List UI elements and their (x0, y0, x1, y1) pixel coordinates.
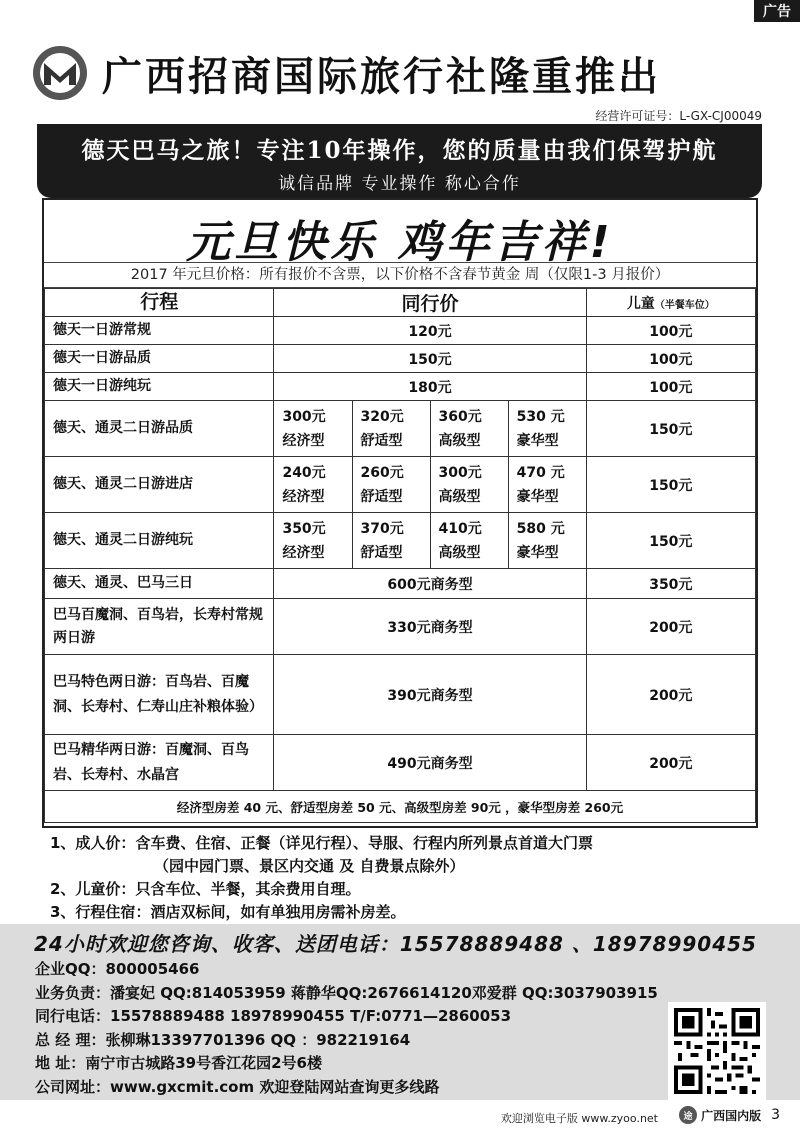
tier-cell (430, 401, 508, 457)
tier-price: 360元 (438, 408, 482, 425)
table-row (45, 513, 756, 569)
tier-cell (430, 513, 508, 569)
tier-type: 经济型 (282, 544, 325, 561)
contact-qq (35, 958, 658, 982)
table-header-row (45, 289, 756, 317)
qr-code-graphic (674, 1008, 760, 1094)
route-cell: 德天一日游常规 (45, 317, 274, 345)
contact-qq-value: 800005466 (105, 960, 200, 978)
note-child: 2、儿童价：只含车位、半餐，其余费用自理。 (50, 880, 361, 898)
footer-website[interactable]: 欢迎浏览电子版 www.zyoo.net (500, 1112, 658, 1125)
edition-badge (679, 1106, 780, 1124)
tier-type: 高级型 (438, 488, 481, 505)
tier-price: 410元 (438, 520, 482, 537)
child-price-cell: 100元 (586, 317, 755, 345)
contact-website (35, 1076, 658, 1100)
tier-cell (274, 513, 352, 569)
slogan-banner (37, 124, 762, 198)
company-logo-icon (30, 43, 90, 103)
route-cell: 德天、通灵、巴马三日 (45, 569, 274, 599)
table-row (45, 345, 756, 373)
table-row (45, 569, 756, 599)
note-adult: 1、成人价：含车费、住宿、正餐（详见行程）、导服、行程内所列景点首道大门票 (50, 834, 593, 852)
table-row (45, 401, 756, 457)
tier-cell (352, 401, 430, 457)
tier-cell (352, 457, 430, 513)
banner-subtitle: 诚信品牌 专业操作 称心合作 (278, 174, 521, 194)
table-row (45, 457, 756, 513)
price-cell: 180元 (274, 373, 586, 401)
route-cell: 德天、通灵二日游纯玩 (45, 513, 274, 569)
edition-logo-icon: 途 (679, 1106, 697, 1124)
contact-address-value: 南宁市古城路39号香江花园2号6楼 (85, 1054, 322, 1072)
room-note-row (45, 791, 756, 823)
tier-price: 530 元 (516, 408, 565, 425)
child-price-cell: 150元 (586, 457, 755, 513)
tier-type: 豪华型 (516, 544, 559, 561)
license-number: 经营许可证号：L-GX-CJ00049 (595, 109, 762, 123)
contact-website-key: 公司网址： (35, 1077, 111, 1096)
tier-cell (274, 457, 352, 513)
header-child-label: 儿童 (626, 295, 655, 312)
route-cell: 巴马特色两日游：百鸟岩、百魔洞、长寿村、仁寿山庄补粮体验） (45, 655, 274, 735)
tier-type: 经济型 (282, 432, 325, 449)
price-cell: 330元商务型 (274, 599, 586, 655)
contact-panel (0, 924, 800, 1100)
table-row (45, 655, 756, 735)
tier-type: 高级型 (438, 544, 481, 561)
page-number: 3 (771, 1107, 780, 1123)
contact-phone (35, 1005, 658, 1029)
tier-price: 260元 (360, 464, 404, 481)
contact-website-value[interactable]: www.gxcmit.com 欢迎登陆网站查询更多线路 (110, 1077, 440, 1096)
price-cell: 150元 (274, 345, 586, 373)
note-adult-exclusions: （园中园门票、景区内交通 及 自费景点除外） (154, 857, 465, 875)
tier-cell (352, 513, 430, 569)
contact-address-key: 地 址： (35, 1054, 86, 1072)
tier-cell (508, 513, 586, 569)
tier-price: 300元 (438, 464, 482, 481)
child-price-cell: 200元 (586, 655, 755, 735)
banner-slogan: 德天巴马之旅！专注10年操作，您的质量由我们保驾护航 (81, 137, 718, 164)
contact-manager-value: 张柳琳13397701396 QQ ：982219164 (105, 1030, 411, 1049)
route-cell: 德天一日游品质 (45, 345, 274, 373)
contact-lines (35, 958, 658, 1099)
contact-phone-value: 15578889488 18978990455 T/F:0771—2860053 (110, 1007, 512, 1025)
header-child-note: （半餐车位） (654, 299, 715, 311)
tier-type: 高级型 (438, 432, 481, 449)
price-cell: 120元 (274, 317, 586, 345)
contact-business-key: 业务负责： (35, 983, 111, 1002)
route-cell: 巴马精华两日游：百魔洞、百鸟岩、长寿村、水晶宫 (45, 735, 274, 791)
tier-type: 舒适型 (360, 488, 403, 505)
child-price-cell: 150元 (586, 513, 755, 569)
footer (0, 1104, 800, 1128)
price-cell: 390元商务型 (274, 655, 586, 735)
table-row (45, 373, 756, 401)
header-route: 行程 (45, 289, 274, 317)
qr-code-icon[interactable] (668, 1002, 766, 1100)
edition-label: 广西国内版 (701, 1108, 762, 1123)
contact-phone-key: 同行电话： (35, 1007, 111, 1025)
hotline: 24小时欢迎您咨询、收客、送团电话：15578889488 、18978990455 (34, 932, 757, 956)
table-row (45, 735, 756, 791)
child-price-cell: 100元 (586, 345, 755, 373)
price-frame (42, 198, 758, 828)
holiday-greeting: 元旦快乐 鸡年吉祥! (186, 217, 614, 268)
table-row (45, 317, 756, 345)
contact-manager (35, 1029, 658, 1053)
child-price-cell: 150元 (586, 401, 755, 457)
tier-type: 豪华型 (516, 488, 559, 505)
tier-price: 580 元 (516, 520, 565, 537)
tier-type: 豪华型 (516, 432, 559, 449)
price-cell: 600元商务型 (274, 569, 586, 599)
tier-cell (430, 457, 508, 513)
route-cell: 德天、通灵二日游进店 (45, 457, 274, 513)
child-price-cell: 200元 (586, 599, 755, 655)
route-cell: 德天一日游纯玩 (45, 373, 274, 401)
tier-cell (508, 457, 586, 513)
room-note: 经济型房差 40 元、舒适型房差 50 元、高级型房差 90元 ，豪华型房差 260元 (45, 791, 756, 823)
route-cell: 巴马百魔洞、百鸟岩，长寿村常规两日游 (45, 599, 274, 655)
child-price-cell: 100元 (586, 373, 755, 401)
contact-manager-key: 总 经 理： (35, 1030, 106, 1049)
table-row (45, 599, 756, 655)
tier-price: 350元 (282, 520, 326, 537)
tier-type: 经济型 (282, 488, 325, 505)
price-cell: 490元商务型 (274, 735, 586, 791)
child-price-cell: 200元 (586, 735, 755, 791)
tier-price: 470 元 (516, 464, 565, 481)
price-note: 2017 年元旦价格：所有报价不含票，以下价格不含春节黄金 周（仅限1-3 月报价） (44, 262, 756, 288)
header-child (586, 289, 755, 317)
contact-qq-key: 企业QQ： (35, 960, 106, 978)
contact-business (35, 982, 658, 1006)
tier-type: 舒适型 (360, 432, 403, 449)
tier-cell (274, 401, 352, 457)
notes (50, 832, 593, 924)
ad-tag: 广告 (754, 0, 800, 22)
tier-price: 240元 (282, 464, 326, 481)
contact-business-value: 潘宴妃 QQ:814053959 蒋静华QQ:2676614120邓爱群 QQ:3037903915 (110, 983, 658, 1002)
tier-price: 320元 (360, 408, 404, 425)
header (30, 42, 770, 104)
tier-price: 370元 (360, 520, 404, 537)
tier-price: 300元 (282, 408, 326, 425)
contact-address (35, 1052, 658, 1076)
company-name: 广西招商国际旅行社隆重推出 (102, 53, 661, 100)
tier-type: 舒适型 (360, 544, 403, 561)
child-price-cell: 350元 (586, 569, 755, 599)
route-cell: 德天、通灵二日游品质 (45, 401, 274, 457)
price-table (44, 288, 756, 823)
header-price: 同行价 (274, 289, 586, 317)
note-lodging: 3、行程住宿：酒店双标间，如有单独用房需补房差。 (50, 903, 406, 921)
tier-cell (508, 401, 586, 457)
